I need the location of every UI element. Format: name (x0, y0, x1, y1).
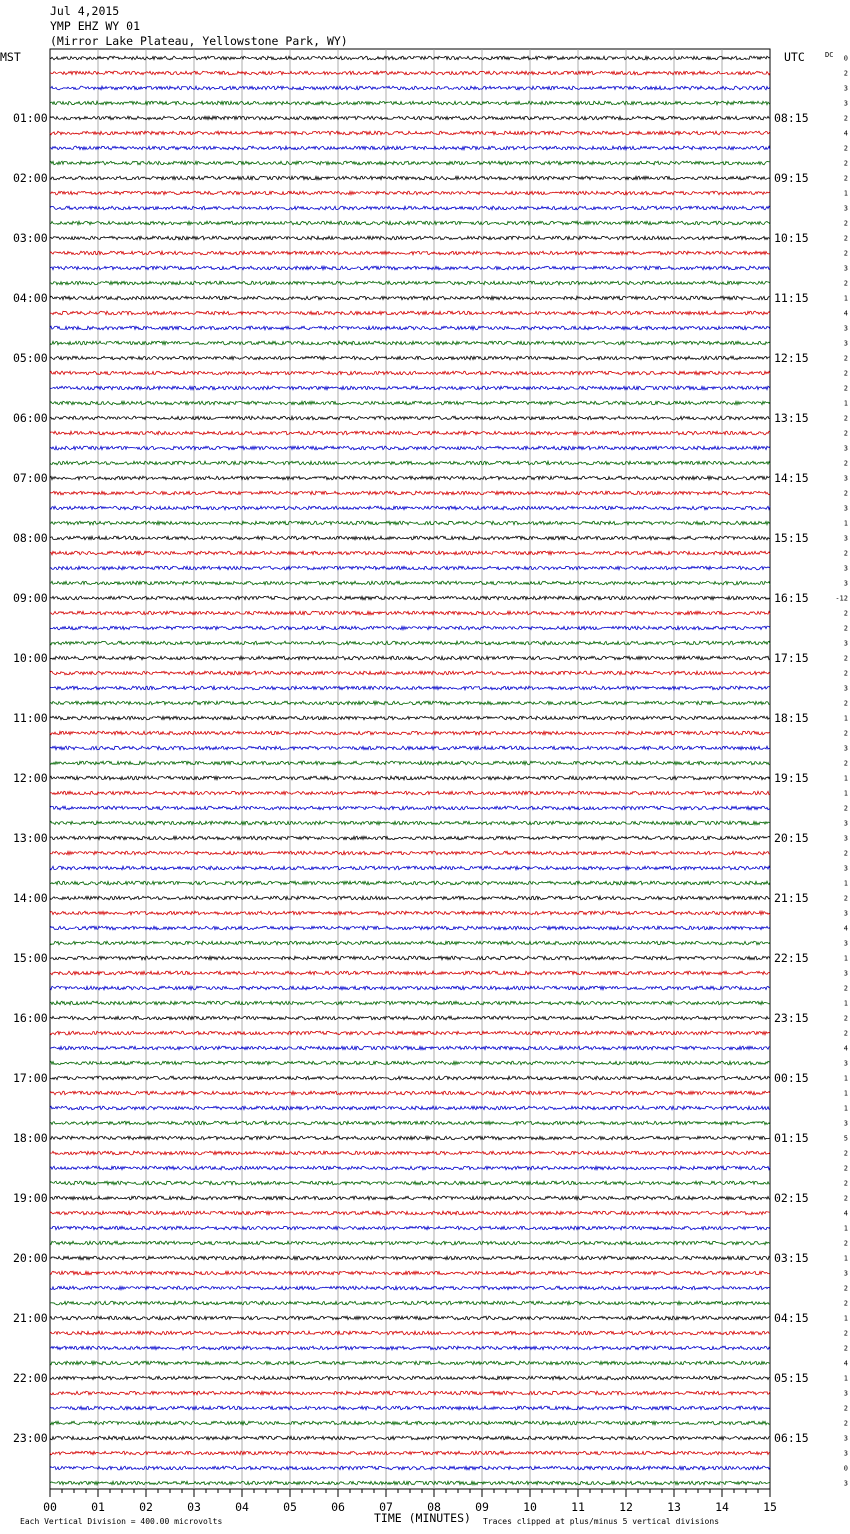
dc-offset-label: 1 (843, 789, 848, 798)
seismic-trace (50, 1196, 770, 1200)
left-hour-label: 22:00 (13, 1371, 48, 1385)
dc-offset-label: 1 (843, 1374, 848, 1383)
x-tick-label: 10 (523, 1500, 537, 1514)
x-tick-label: 12 (619, 1500, 633, 1514)
dc-offset-label: 2 (843, 1164, 848, 1173)
right-hour-label: 16:15 (774, 591, 809, 605)
left-hour-label: 13:00 (13, 831, 48, 845)
right-hour-label: 15:15 (774, 531, 809, 545)
seismic-trace (50, 221, 770, 225)
station-title: YMP EHZ WY 01 (50, 19, 141, 33)
seismic-trace (50, 431, 770, 435)
seismic-trace (50, 1286, 770, 1290)
date-title: Jul 4,2015 (50, 4, 120, 18)
dc-offset-label: 2 (843, 279, 848, 288)
right-hour-label: 22:15 (774, 951, 809, 965)
dc-header-label: DC (825, 51, 834, 59)
dc-offset-label: 1 (843, 399, 848, 408)
seismic-trace (50, 1226, 770, 1230)
seismic-trace (50, 266, 770, 270)
dc-offset-label: 1 (843, 1254, 848, 1263)
seismic-trace (50, 86, 770, 90)
dc-offset-label: 0 (843, 54, 848, 63)
seismic-trace (50, 416, 770, 420)
dc-offset-label: 3 (843, 324, 848, 333)
dc-offset-label: 2 (843, 1284, 848, 1293)
seismic-trace (50, 146, 770, 150)
seismic-trace (50, 1061, 770, 1065)
dc-offset-label: 1 (843, 294, 848, 303)
dc-offset-label: 2 (843, 1149, 848, 1158)
dc-offset-label: 3 (843, 264, 848, 273)
right-hour-label: 20:15 (774, 831, 809, 845)
left-hour-label: 19:00 (13, 1191, 48, 1205)
seismic-trace (50, 161, 770, 165)
seismic-trace (50, 956, 770, 960)
left-hour-label: 18:00 (13, 1131, 48, 1145)
seismic-trace (50, 926, 770, 930)
dc-offset-label: 3 (843, 864, 848, 873)
right-hour-label: 13:15 (774, 411, 809, 425)
dc-offset-label: 2 (843, 1404, 848, 1413)
dc-offset-label: 1 (843, 519, 848, 528)
seismic-trace (50, 806, 770, 810)
left-hour-label: 17:00 (13, 1071, 48, 1085)
x-tick-label: 00 (43, 1500, 57, 1514)
location-title: (Mirror Lake Plateau, Yellowstone Park, WY) (50, 34, 348, 48)
right-hour-label: 14:15 (774, 471, 809, 485)
dc-offset-label: 2 (843, 1329, 848, 1338)
dc-offset-label: 4 (843, 1044, 848, 1053)
x-tick-label: 15 (763, 1500, 777, 1514)
left-hour-label: 02:00 (13, 171, 48, 185)
seismic-trace (50, 986, 770, 990)
seismic-trace (50, 1406, 770, 1410)
seismic-trace (50, 1016, 770, 1020)
seismic-trace (50, 401, 770, 405)
dc-offset-label: 3 (843, 909, 848, 918)
dc-offset-label: 3 (843, 684, 848, 693)
seismic-trace (50, 1091, 770, 1095)
dc-offset-label: 3 (843, 744, 848, 753)
right-hour-label: 04:15 (774, 1311, 809, 1325)
seismic-trace (50, 176, 770, 180)
left-hour-label: 16:00 (13, 1011, 48, 1025)
seismic-trace (50, 761, 770, 765)
left-hour-label: 21:00 (13, 1311, 48, 1325)
seismic-trace (50, 701, 770, 705)
footer-clip-note: Traces clipped at plus/minus 5 vertical divisions (483, 1517, 720, 1526)
right-hour-label: 08:15 (774, 111, 809, 125)
dc-offset-label: 2 (843, 984, 848, 993)
left-hour-label: 11:00 (13, 711, 48, 725)
dc-offset-label: 3 (843, 639, 848, 648)
seismic-trace (50, 611, 770, 615)
seismic-trace (50, 536, 770, 540)
seismic-trace (50, 641, 770, 645)
dc-offset-label: 2 (843, 69, 848, 78)
right-hour-label: 18:15 (774, 711, 809, 725)
seismic-trace (50, 866, 770, 870)
dc-offset-label: 3 (843, 534, 848, 543)
seismic-trace (50, 116, 770, 120)
dc-offset-label: 2 (843, 1299, 848, 1308)
seismic-trace (50, 1106, 770, 1110)
dc-offset-label: 1 (843, 189, 848, 198)
dc-offset-label: 3 (843, 474, 848, 483)
x-tick-label: 06 (331, 1500, 345, 1514)
seismic-trace (50, 356, 770, 360)
seismic-trace (50, 911, 770, 915)
seismic-trace (50, 566, 770, 570)
dc-offset-label: 3 (843, 84, 848, 93)
seismic-trace (50, 1301, 770, 1305)
seismic-trace (50, 686, 770, 690)
left-axis-label: MST (0, 50, 21, 64)
dc-offset-label: 3 (843, 564, 848, 573)
dc-offset-label: 3 (843, 1059, 848, 1068)
seismic-trace (50, 1121, 770, 1125)
dc-offset-label: 3 (843, 1119, 848, 1128)
dc-offset-label: 4 (843, 309, 848, 318)
seismic-trace (50, 1346, 770, 1350)
seismic-trace (50, 1136, 770, 1140)
seismic-trace (50, 446, 770, 450)
dc-offset-label: 2 (843, 249, 848, 258)
seismic-trace (50, 746, 770, 750)
seismic-trace (50, 941, 770, 945)
dc-offset-label: 1 (843, 999, 848, 1008)
seismic-trace (50, 251, 770, 255)
right-hour-label: 03:15 (774, 1251, 809, 1265)
seismic-trace (50, 236, 770, 240)
seismic-trace (50, 71, 770, 75)
seismic-trace (50, 791, 770, 795)
dc-offset-label: 3 (843, 204, 848, 213)
dc-offset-label: 2 (843, 1344, 848, 1353)
x-tick-label: 13 (667, 1500, 681, 1514)
seismic-trace (50, 56, 770, 60)
seismic-trace (50, 1256, 770, 1260)
seismic-trace (50, 1211, 770, 1215)
dc-offset-label: 3 (843, 834, 848, 843)
dc-offset-label: 2 (843, 804, 848, 813)
dc-offset-label: 2 (843, 654, 848, 663)
dc-offset-label: 2 (843, 1239, 848, 1248)
dc-offset-label: -12 (835, 594, 848, 603)
right-hour-label: 19:15 (774, 771, 809, 785)
dc-offset-label: 2 (843, 1179, 848, 1188)
right-hour-label: 23:15 (774, 1011, 809, 1025)
left-hour-label: 23:00 (13, 1431, 48, 1445)
dc-offset-label: 2 (843, 759, 848, 768)
right-hour-label: 21:15 (774, 891, 809, 905)
left-hour-label: 08:00 (13, 531, 48, 545)
seismic-trace (50, 821, 770, 825)
x-tick-label: 08 (427, 1500, 441, 1514)
dc-offset-label: 2 (843, 1194, 848, 1203)
right-hour-label: 17:15 (774, 651, 809, 665)
dc-offset-label: 4 (843, 129, 848, 138)
dc-offset-label: 3 (843, 939, 848, 948)
dc-offset-label: 4 (843, 924, 848, 933)
seismic-trace (50, 1481, 770, 1485)
dc-offset-label: 2 (843, 669, 848, 678)
right-hour-label: 06:15 (774, 1431, 809, 1445)
right-hour-label: 09:15 (774, 171, 809, 185)
dc-offset-label: 3 (843, 1269, 848, 1278)
dc-offset-label: 1 (843, 1089, 848, 1098)
left-hour-label: 20:00 (13, 1251, 48, 1265)
dc-offset-label: 3 (843, 1449, 848, 1458)
dc-offset-label: 2 (843, 174, 848, 183)
seismic-trace (50, 1466, 770, 1470)
dc-offset-label: 1 (843, 1314, 848, 1323)
seismic-trace (50, 191, 770, 195)
seismic-trace (50, 896, 770, 900)
dc-offset-label: 1 (843, 954, 848, 963)
seismic-trace (50, 881, 770, 885)
dc-offset-label: 4 (843, 1359, 848, 1368)
seismic-trace (50, 281, 770, 285)
grid-lines (98, 49, 722, 1489)
dc-offset-label: 2 (843, 159, 848, 168)
seismic-trace (50, 386, 770, 390)
x-tick-label: 03 (187, 1500, 201, 1514)
seismic-trace (50, 1031, 770, 1035)
dc-offset-label: 3 (843, 1479, 848, 1488)
seismic-trace (50, 581, 770, 585)
left-hour-label: 12:00 (13, 771, 48, 785)
dc-offset-label: 2 (843, 384, 848, 393)
left-hour-label: 15:00 (13, 951, 48, 965)
footer-scale-note: Each Vertical Division = 400.00 microvolts (20, 1517, 223, 1526)
dc-offset-label: 2 (843, 1014, 848, 1023)
seismic-trace (50, 131, 770, 135)
dc-offset-label: 1 (843, 1104, 848, 1113)
dc-offset-label: 2 (843, 624, 848, 633)
dc-offset-label: 3 (843, 819, 848, 828)
dc-offset-label: 1 (843, 879, 848, 888)
right-hour-label: 02:15 (774, 1191, 809, 1205)
dc-offset-label: 3 (843, 504, 848, 513)
seismic-trace (50, 1316, 770, 1320)
seismic-trace (50, 311, 770, 315)
seismic-trace (50, 1166, 770, 1170)
seismic-trace (50, 1076, 770, 1080)
x-tick-label: 04 (235, 1500, 249, 1514)
seismic-trace (50, 671, 770, 675)
dc-offset-label: 1 (843, 1074, 848, 1083)
seismic-trace (50, 1001, 770, 1005)
x-tick-label: 14 (715, 1500, 729, 1514)
seismic-trace (50, 551, 770, 555)
dc-offset-label: 2 (843, 609, 848, 618)
dc-offset-labels (835, 55, 848, 1488)
dc-offset-label: 2 (843, 354, 848, 363)
seismic-trace (50, 656, 770, 660)
seismic-trace (50, 491, 770, 495)
right-hour-label: 00:15 (774, 1071, 809, 1085)
dc-offset-label: 2 (843, 549, 848, 558)
seismic-trace (50, 326, 770, 330)
dc-offset-label: 5 (843, 1134, 848, 1143)
right-hour-labels (774, 111, 809, 1445)
dc-offset-label: 0 (843, 1464, 848, 1473)
seismic-trace (50, 776, 770, 780)
seismic-trace (50, 836, 770, 840)
right-axis-label: UTC (784, 50, 805, 64)
dc-offset-label: 3 (843, 1389, 848, 1398)
dc-offset-label: 1 (843, 774, 848, 783)
seismic-trace (50, 731, 770, 735)
left-hour-label: 10:00 (13, 651, 48, 665)
dc-offset-label: 2 (843, 459, 848, 468)
seismic-trace (50, 1376, 770, 1380)
x-tick-label: 09 (475, 1500, 489, 1514)
x-tick-label: 11 (571, 1500, 585, 1514)
seismic-trace (50, 521, 770, 525)
dc-offset-label: 2 (843, 729, 848, 738)
right-hour-label: 10:15 (774, 231, 809, 245)
seismic-trace (50, 461, 770, 465)
left-hour-label: 06:00 (13, 411, 48, 425)
x-tick-label: 07 (379, 1500, 393, 1514)
left-hour-label: 03:00 (13, 231, 48, 245)
dc-offset-label: 2 (843, 849, 848, 858)
dc-offset-label: 2 (843, 894, 848, 903)
seismic-trace (50, 1331, 770, 1335)
seismic-trace (50, 596, 770, 600)
dc-offset-label: 2 (843, 1419, 848, 1428)
dc-offset-label: 2 (843, 234, 848, 243)
left-hour-labels (13, 111, 48, 1445)
seismic-trace (50, 626, 770, 630)
dc-offset-label: 3 (843, 99, 848, 108)
dc-offset-label: 4 (843, 1209, 848, 1218)
seismic-trace (50, 1046, 770, 1050)
dc-offset-label: 2 (843, 1029, 848, 1038)
seismic-trace (50, 851, 770, 855)
seismic-trace (50, 101, 770, 105)
seismic-trace (50, 341, 770, 345)
dc-offset-label: 2 (843, 369, 848, 378)
seismic-trace (50, 296, 770, 300)
dc-offset-label: 2 (843, 114, 848, 123)
left-hour-label: 14:00 (13, 891, 48, 905)
dc-offset-label: 3 (843, 339, 848, 348)
left-hour-label: 09:00 (13, 591, 48, 605)
seismic-trace (50, 1391, 770, 1395)
dc-offset-label: 3 (843, 969, 848, 978)
seismic-trace (50, 1271, 770, 1275)
dc-offset-label: 2 (843, 429, 848, 438)
dc-offset-label: 2 (843, 489, 848, 498)
seismic-trace (50, 506, 770, 510)
x-axis-label: TIME (MINUTES) (374, 1511, 471, 1525)
right-hour-label: 11:15 (774, 291, 809, 305)
x-tick-label: 02 (139, 1500, 153, 1514)
x-tick-label: 01 (91, 1500, 105, 1514)
seismic-trace (50, 1436, 770, 1440)
seismic-trace (50, 1451, 770, 1455)
seismic-trace (50, 476, 770, 480)
dc-offset-label: 2 (843, 699, 848, 708)
right-hour-label: 05:15 (774, 1371, 809, 1385)
seismic-trace (50, 206, 770, 210)
dc-offset-label: 2 (843, 414, 848, 423)
dc-offset-label: 1 (843, 1224, 848, 1233)
seismic-trace (50, 971, 770, 975)
x-tick-label: 05 (283, 1500, 297, 1514)
right-hour-label: 12:15 (774, 351, 809, 365)
dc-offset-label: 2 (843, 144, 848, 153)
seismic-traces (50, 56, 770, 1485)
dc-offset-label: 3 (843, 1434, 848, 1443)
seismic-trace (50, 1361, 770, 1365)
seismic-trace (50, 1151, 770, 1155)
seismic-trace (50, 1421, 770, 1425)
left-hour-label: 05:00 (13, 351, 48, 365)
right-hour-label: 01:15 (774, 1131, 809, 1145)
left-hour-label: 07:00 (13, 471, 48, 485)
seismic-trace (50, 1241, 770, 1245)
dc-offset-label: 3 (843, 444, 848, 453)
left-hour-label: 01:00 (13, 111, 48, 125)
dc-offset-label: 1 (843, 714, 848, 723)
seismic-trace (50, 716, 770, 720)
left-hour-label: 04:00 (13, 291, 48, 305)
seismic-trace (50, 371, 770, 375)
dc-offset-label: 2 (843, 219, 848, 228)
dc-offset-label: 3 (843, 579, 848, 588)
seismic-trace (50, 1181, 770, 1185)
